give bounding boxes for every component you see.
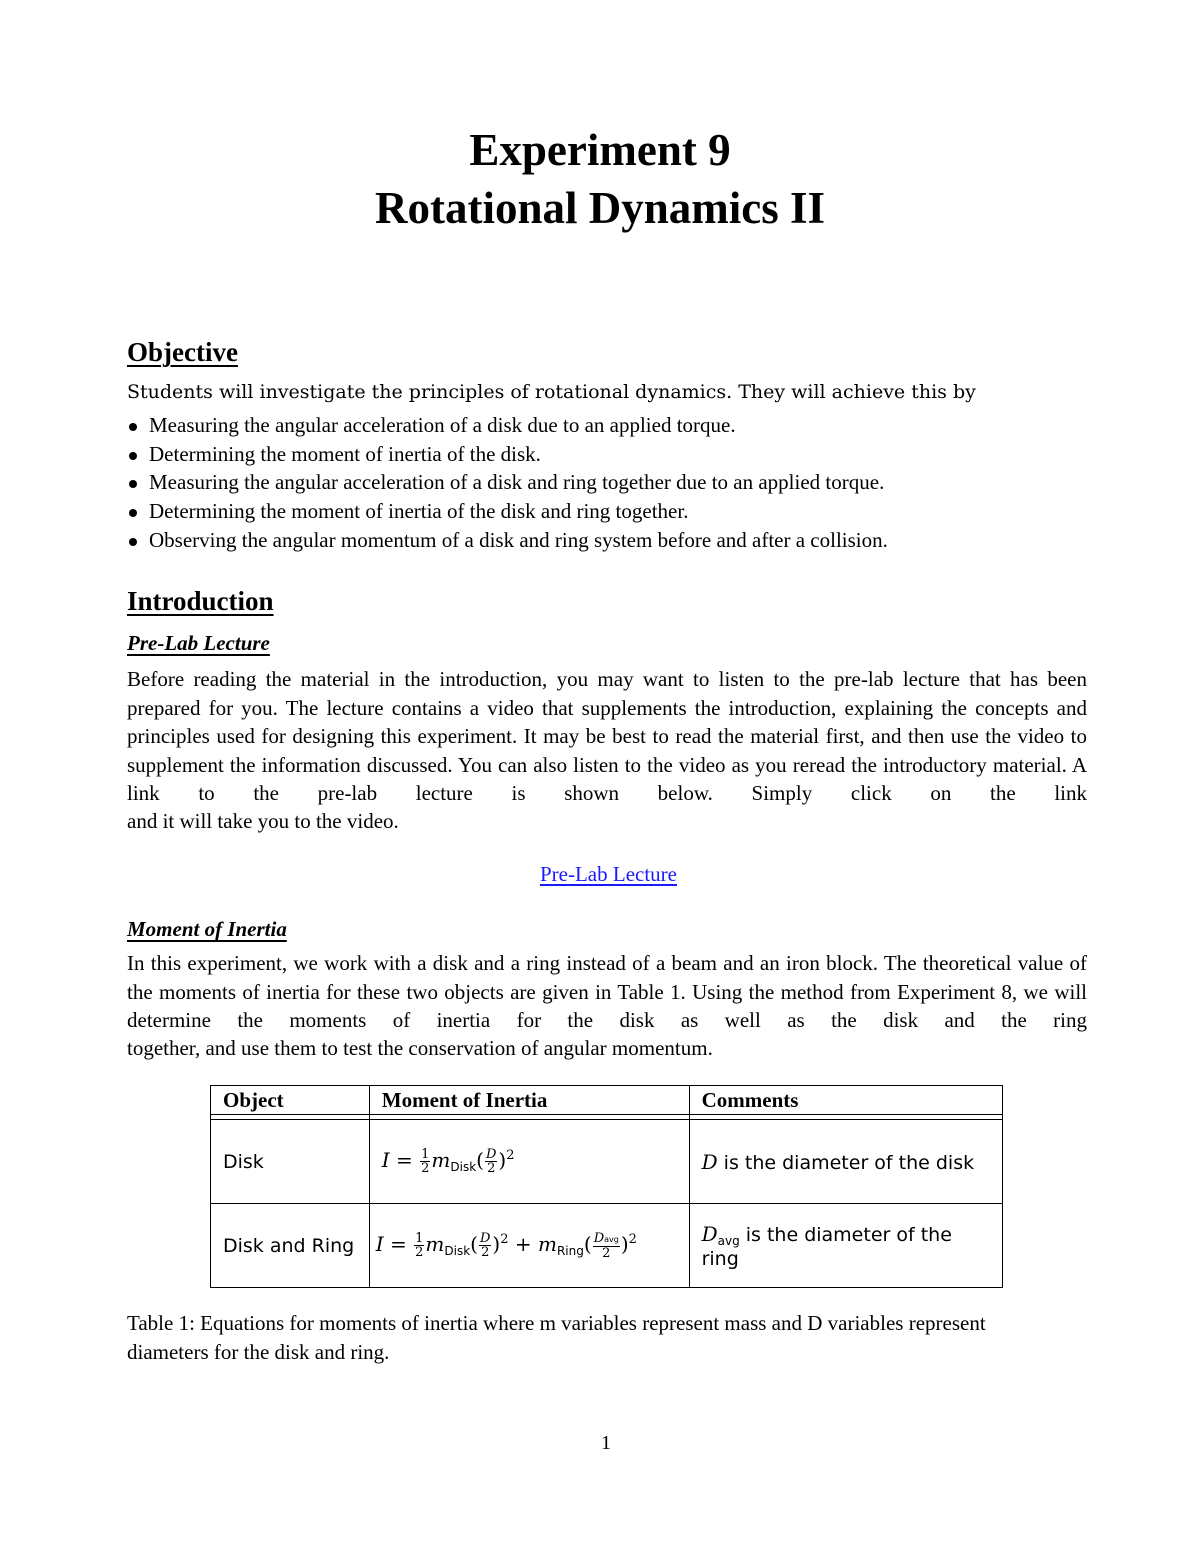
table-caption-end: diameters for the disk and ring. <box>127 1340 390 1364</box>
formula-cell <box>369 1204 689 1288</box>
prelab-lecture-link[interactable]: Pre-Lab Lecture <box>539 862 677 886</box>
disk-and-ring-formula: I = $\frac{1}{2}$ $m_{Disk}$( $\frac{D}{2}$ )$^2 + m_{Ring}$( $\frac{\text{Davg}}{2}$ )$^2$ <box>375 1230 637 1261</box>
table-header-row <box>211 1086 1003 1115</box>
list-item: Determining the moment of inertia of the disk. <box>127 440 888 469</box>
objective-list <box>127 411 888 555</box>
moment-of-inertia-paragraph-end: together, and use them to test the conservation of angular momentum. <box>127 1036 713 1060</box>
prelab-heading: Pre-Lab Lecture <box>127 631 270 655</box>
table-caption: Table 1: Equations for moments of inertia where m variables represent mass and D variables represent <box>127 1311 986 1335</box>
object-cell: Disk and Ring <box>211 1204 370 1288</box>
moment-of-inertia-paragraph: In this experiment, we work with a disk and a ring instead of a beam and an iron block. The theoretical value of the moments of inertia for these two objects are given in Table 1. Using the method from Experiment 8, we will determine the moments of inertia for the disk as well as the disk and the ring <box>127 951 1087 1032</box>
table-row <box>211 1204 1003 1288</box>
list-item: Observing the angular momentum of a disk and ring system before and after a collision. <box>127 526 888 555</box>
comment-cell: $D_{avg}$ is the diameter of the ring <box>689 1204 1002 1288</box>
moment-of-inertia-table <box>210 1085 1003 1288</box>
moment-of-inertia-heading: Moment of Inertia <box>127 917 287 941</box>
formula-cell <box>369 1120 689 1204</box>
page-subtitle: Rotational Dynamics II <box>374 183 826 233</box>
comment-cell: D is the diameter of the disk <box>689 1120 1002 1204</box>
prelab-paragraph: Before reading the material in the introduction, you may want to listen to the pre-lab lecture that has been prepared for you. The lecture contains a video that supplements the introduction, explaining the concepts and principles used for designing this experiment. It may be best to read the material first, and then use the video to supplement the information discussed. You can also listen to the video as you reread the introductory material. A link to the pre-lab lecture is shown below. Simply click on the link <box>127 667 1087 805</box>
objective-intro: Students will investigate the principles of rotational dynamics. They will achieve this by <box>127 381 976 403</box>
header-object: Object <box>211 1086 370 1115</box>
list-item: Measuring the angular acceleration of a disk and ring together due to an applied torque. <box>127 468 888 497</box>
objective-heading: Objective <box>127 337 238 367</box>
header-moment: Moment of Inertia <box>369 1086 689 1115</box>
object-cell: Disk <box>211 1120 370 1204</box>
disk-formula: I = $\frac{1}{2}$ $m_{Disk}$( $\frac{D}{2}$ )$^2$ <box>381 1147 515 1176</box>
prelab-paragraph-end: and it will take you to the video. <box>127 809 399 833</box>
page-number: 1 <box>601 1432 611 1454</box>
page-title: Experiment 9 <box>469 125 731 175</box>
introduction-heading: Introduction <box>127 586 274 616</box>
table-row <box>211 1120 1003 1204</box>
header-comments: Comments <box>689 1086 1002 1115</box>
list-item: Measuring the angular acceleration of a disk due to an applied torque. <box>127 411 888 440</box>
list-item: Determining the moment of inertia of the disk and ring together. <box>127 497 888 526</box>
